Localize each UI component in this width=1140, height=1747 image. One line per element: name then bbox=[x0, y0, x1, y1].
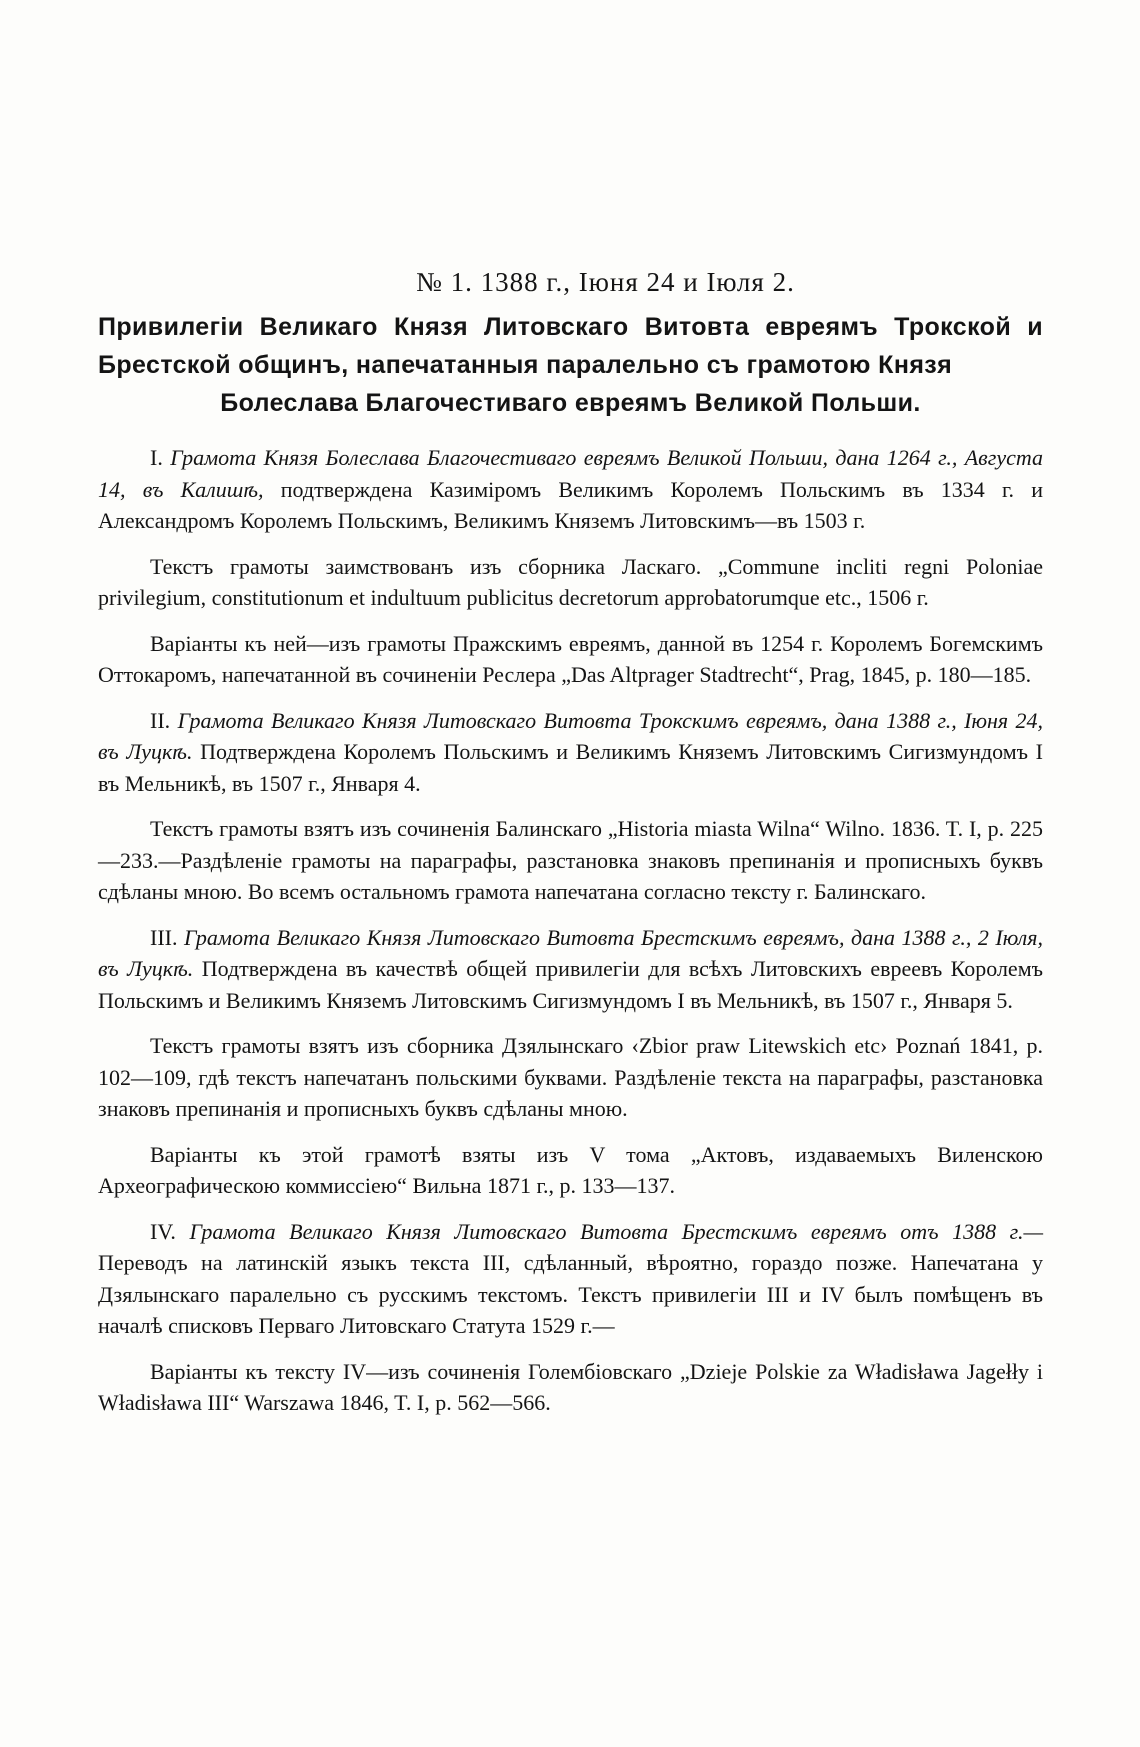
section-1-paragraph bbox=[98, 442, 1043, 537]
document-number: № 1. 1388 г., Іюня 24 и Іюля 2. bbox=[416, 267, 795, 297]
document-page bbox=[98, 267, 1043, 1433]
paragraph-text: Варіанты къ ней—изъ грамоты Пражскимъ евреямъ, данной въ 1254 г. Королемъ Богемскимъ Оттокаромъ, напечатанной въ сочиненіи Реслера „Das Altprager Stadtrecht“, Prag, 1845, p. 180—185. bbox=[98, 630, 1043, 687]
section-italic-title: Грамота Великаго Князя Литовскаго Витовта Брестскимъ евреямъ, дана 1388 г., 2 Іюля, въ Луцкѣ. bbox=[98, 924, 1044, 981]
paragraph-text: Текстъ грамоты взятъ изъ сборника Дзялынскаго ‹Zbior praw Litewskich etc› Poznań 1841, p. 102—109, гдѣ текстъ напечатанъ польскими буквами. Раздѣленіе текста на параграфы, разстановка знаковъ препинанія и прописныхъ буквъ сдѣланы мною. bbox=[98, 1033, 1043, 1121]
section-italic-title: Грамота Великаго Князя Литовскаго Витовта Брестскимъ евреямъ отъ 1388 г.— bbox=[189, 1218, 1044, 1244]
section-4-paragraph bbox=[98, 1216, 1043, 1342]
section-italic-title: Грамота Князя Болеслава Благочестиваго евреямъ Великой Польши, дана 1264 г., Августа 14, въ Калишѣ, bbox=[98, 445, 1044, 502]
paragraph-3 bbox=[98, 628, 1043, 691]
document-heading bbox=[98, 308, 1043, 422]
heading-line-1: Привилегіи Великаго Князя Литовскаго Витовта евреямъ Трокской и bbox=[98, 313, 1043, 341]
section-2-paragraph bbox=[98, 705, 1043, 800]
heading-line-2: Брестской общинъ, напечатанныя паралельно съ грамотою Князя bbox=[98, 351, 953, 379]
section-text: Подтверждена въ качествѣ общей привилегіи для всѣхъ Литовскихъ евреевъ Королемъ Польскимъ и Великимъ Княземъ Литовскимъ Сигизмундомъ I въ Мельникѣ, въ 1507 г., Января 5. bbox=[98, 956, 1043, 1013]
paragraph-7 bbox=[98, 1030, 1043, 1125]
section-numeral: IV. bbox=[150, 1218, 176, 1244]
paragraph-text: Текстъ грамоты взятъ изъ сочиненія Балинскаго „Historia miasta Wilna“ Wilno. 1836. T. I, p. 225—233.—Раздѣленіе грамоты на параграфы, разстановка знаковъ препинанія и прописныхъ буквъ сдѣланы мною. Во всемъ остальномъ грамота напечатана согласно тексту г. Балинскаго. bbox=[98, 816, 1043, 904]
section-text: Переводъ на латинскій языкъ текста III, сдѣланный, вѣроятно, гораздо позже. Напечатана у Дзялынскаго паралельно съ русскимъ текстомъ. Текстъ привилегіи III и IV былъ помѣщенъ въ началѣ списковъ Перваго Литовскаго Статута 1529 г.— bbox=[98, 1250, 1043, 1338]
section-numeral: I. bbox=[150, 445, 163, 470]
section-text: подтверждена Казиміромъ Великимъ Королемъ Польскимъ въ 1334 г. и Александромъ Королемъ Польскимъ, Великимъ Княземъ Литовскимъ—въ 1503 г. bbox=[98, 476, 1043, 533]
heading-line-3: Болеслава Благочестиваго евреямъ Великой Польши. bbox=[220, 389, 921, 417]
section-italic-title: Грамота Великаго Князя Литовскаго Витовта Трокскимъ евреямъ, дана 1388 г., Іюня 24, въ Луцкѣ. bbox=[98, 707, 1044, 764]
section-text: Подтверждена Королемъ Польскимъ и Великимъ Княземъ Литовскимъ Сигизмундомъ I въ Мельникѣ, въ 1507 г., Января 4. bbox=[98, 739, 1043, 796]
section-3-paragraph bbox=[98, 922, 1043, 1017]
section-numeral: II. bbox=[150, 707, 171, 733]
paragraph-2 bbox=[98, 551, 1043, 614]
paragraph-text: Варіанты къ тексту IV—изъ сочиненія Голембіовскаго „Dzieje Polskie za Władisława Jagełły i Władisława III“ Warszawa 1846, T. I, p. 562—566. bbox=[98, 1358, 1043, 1415]
paragraph-8 bbox=[98, 1139, 1043, 1202]
paragraph-text: Варіанты къ этой грамотѣ взяты изъ V тома „Актовъ, издаваемыхъ Виленскою Археографическою коммиссіею“ Вильна 1871 г., p. 133—137. bbox=[98, 1141, 1043, 1198]
paragraph-text: Текстъ грамоты заимствованъ изъ сборника Ласкаго. „Commune incliti regni Poloniae privilegium, constitutionum et indultuum publicitus decretorum approbatorumque etc., 1506 г. bbox=[98, 553, 1043, 610]
paragraph-10 bbox=[98, 1356, 1043, 1419]
paragraph-5 bbox=[98, 813, 1043, 908]
section-numeral: III. bbox=[150, 924, 178, 950]
